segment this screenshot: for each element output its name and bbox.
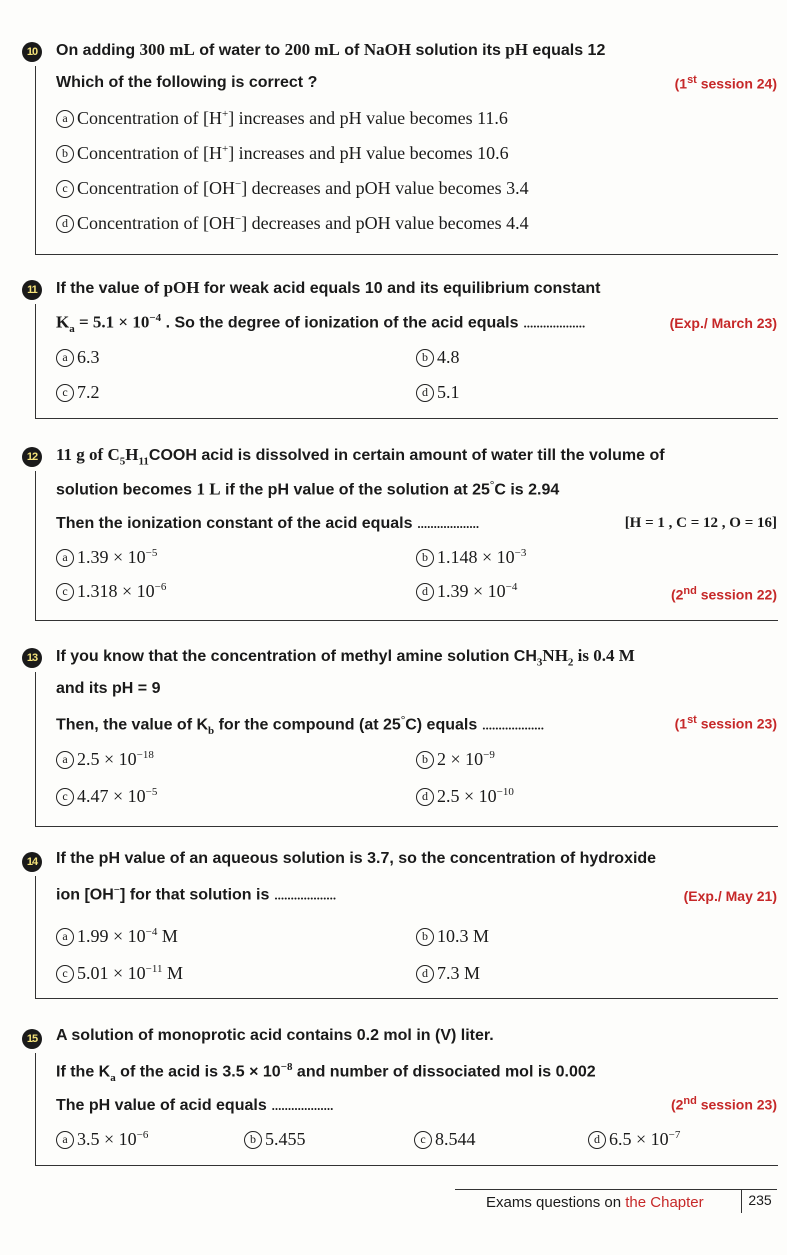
question-line-3: The pH value of acid equals ................... (56, 1095, 333, 1114)
question-line-2: solution becomes 1 L if the pH value of the solution at 25°C is 2.94 (56, 479, 560, 499)
option-a[interactable]: a $2.5 \times 10^{-18}$ (56, 749, 154, 770)
question-13 (22, 646, 777, 828)
option-b[interactable]: b 5.455 (244, 1129, 306, 1150)
footer-rule (455, 1189, 777, 1190)
footer-caption: Exams questions on the Chapter (486, 1194, 704, 1211)
question-line-1: A solution of monoprotic acid contains 0.2 mol in (V) liter. (56, 1027, 494, 1044)
option-c[interactable]: c 7.2 (56, 382, 100, 403)
question-line-2: $K_a = 5.1 \times 10^{-4}$ . So the degree of ionization of the acid equals ................... (56, 312, 585, 336)
question-15 (22, 1027, 777, 1167)
option-b[interactable]: b 10.3 M (416, 926, 489, 947)
question-line-1: If the pH value of an aqueous solution is 3.7, so the concentration of hydroxide (56, 850, 657, 867)
question-line-2: and its pH = 9 (56, 680, 161, 697)
question-number-badge: 15 (22, 1029, 42, 1049)
option-d[interactable]: d 7.3 M (416, 963, 480, 984)
question-10 (22, 40, 777, 255)
source-tag: (1st session 23) (674, 714, 777, 732)
option-b[interactable]: b 4.8 (416, 347, 460, 368)
question-12 (22, 445, 777, 622)
option-d[interactable]: d $2.5 \times 10^{-10}$ (416, 786, 514, 807)
question-line-1: On adding 300 mL of water to 200 mL of NaOH solution its pH equals 12 (56, 40, 606, 59)
source-tag: (2nd session 23) (670, 1095, 777, 1113)
option-b[interactable]: b $1.148 \times 10^{-3}$ (416, 547, 526, 568)
source-tag: (2nd session 22) (670, 585, 777, 603)
question-14 (22, 850, 777, 1000)
question-line-2: If the $K_a$ of the acid is $3.5 \times 10^{-8}$ and number of dissociated mol is 0.002 (56, 1061, 596, 1085)
option-a[interactable]: a $1.39 \times 10^{-5}$ (56, 547, 157, 568)
option-b[interactable]: b $2 \times 10^{-9}$ (416, 749, 495, 770)
question-line-2: Which of the following is correct ? (56, 74, 318, 91)
option-c[interactable]: c 8.544 (414, 1129, 476, 1150)
question-number-badge: 12 (22, 447, 42, 467)
source-tag: (Exp./ May 21) (683, 888, 777, 904)
option-a[interactable]: a $3.5 \times 10^{-6}$ (56, 1129, 148, 1150)
question-line-1: 11 g of $C_5H_{11}COOH$ acid is dissolved in certain amount of water till the volume of (56, 445, 665, 468)
given-atomic-masses: [H = 1 , C = 12 , O = 16] (624, 515, 777, 531)
question-line-3: Then the ionization constant of the acid equals ................... (56, 513, 479, 532)
option-c[interactable]: c $5.01 \times 10^{-11}$ M (56, 963, 183, 984)
source-tag: (Exp./ March 23) (669, 315, 777, 331)
question-number-badge: 10 (22, 42, 42, 62)
question-number-badge: 13 (22, 648, 42, 668)
question-11 (22, 278, 777, 420)
question-line-1: If the value of pOH for weak acid equals 10 and its equilibrium constant (56, 278, 601, 297)
option-d[interactable]: d $6.5 \times 10^{-7}$ (588, 1129, 680, 1150)
option-d[interactable]: d $1.39 \times 10^{-4}$ (416, 581, 517, 602)
option-a[interactable]: a 6.3 (56, 347, 100, 368)
option-a[interactable]: a Concentration of [H+] increases and pH value becomes 11.6 (56, 108, 508, 129)
question-line-3: Then, the value of $K_b$ for the compound (at 25°C) equals ................... (56, 714, 544, 738)
option-d[interactable]: d 5.1 (416, 382, 460, 403)
question-line-1: If you know that the concentration of methyl amine solution $CH_3NH_2$ is 0.4 M (56, 646, 635, 669)
option-d[interactable]: d Concentration of [OH−] decreases and pOH value becomes 4.4 (56, 213, 529, 234)
question-number-badge: 14 (22, 852, 42, 872)
question-number-badge: 11 (22, 280, 42, 300)
option-c[interactable]: c Concentration of [OH−] decreases and pOH value becomes 3.4 (56, 178, 529, 199)
option-b[interactable]: b Concentration of [H+] increases and pH value becomes 10.6 (56, 143, 509, 164)
option-c[interactable]: c $4.47 \times 10^{-5}$ (56, 786, 157, 807)
option-c[interactable]: c $1.318 \times 10^{-6}$ (56, 581, 166, 602)
option-a[interactable]: a $1.99 \times 10^{-4}$ M (56, 926, 178, 947)
page-number: 235 (741, 1189, 778, 1213)
source-tag: (1st session 24) (674, 74, 777, 92)
question-line-2: ion [OH−] for that solution is ................... (56, 884, 336, 904)
